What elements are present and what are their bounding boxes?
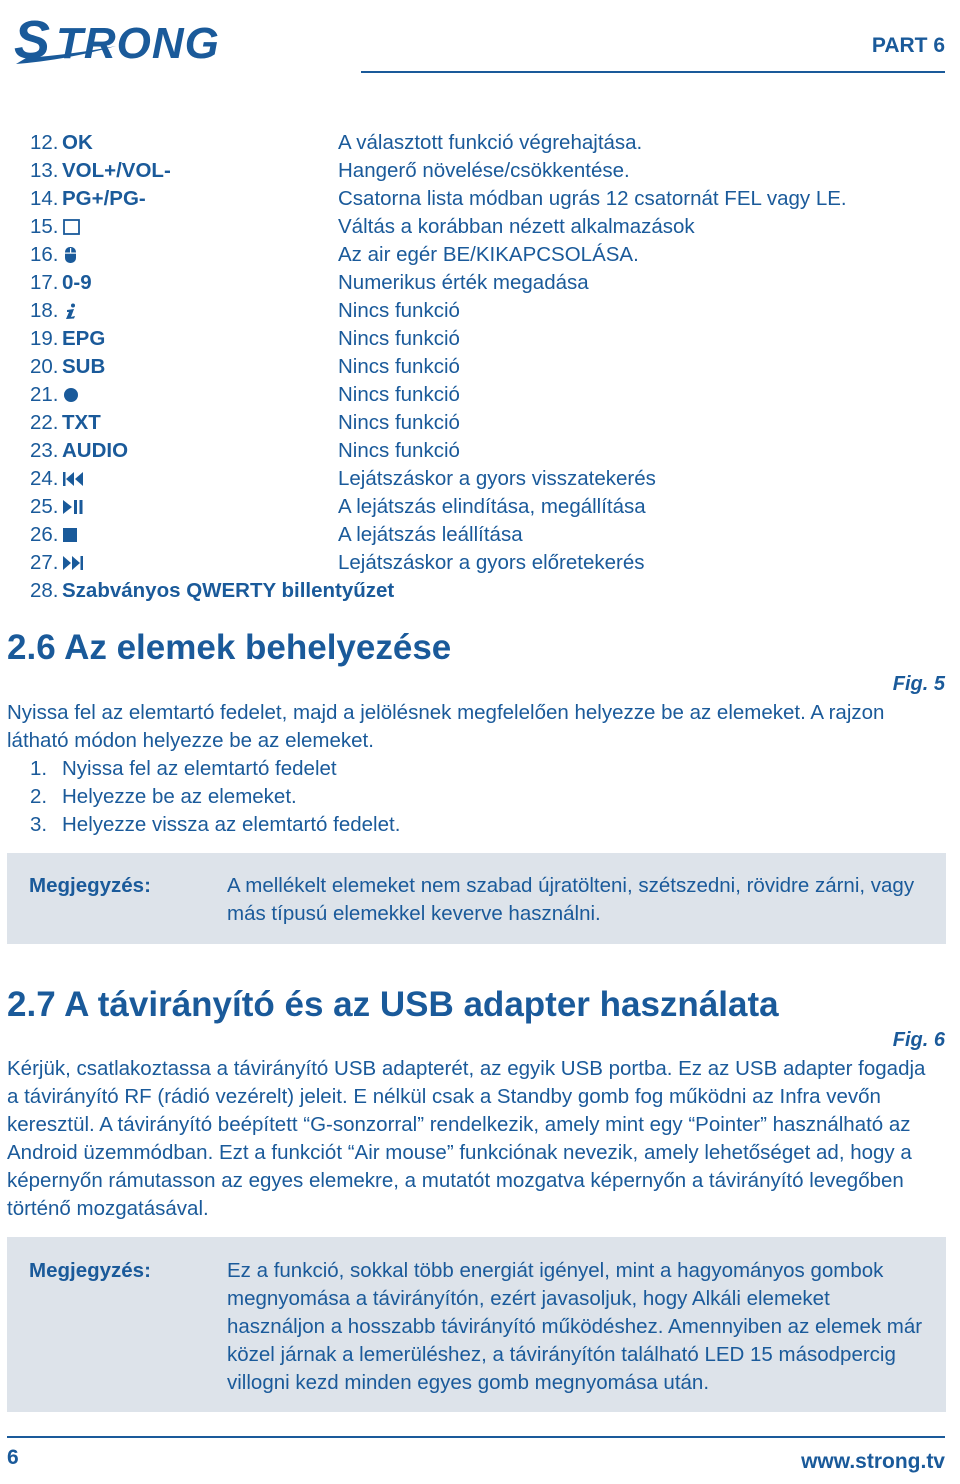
svg-text:TRONG: TRONG — [56, 19, 220, 68]
fast-forward-icon — [62, 555, 84, 571]
fast-rewind-icon — [62, 471, 84, 487]
footer-divider — [7, 1436, 945, 1438]
note-text: Ez a funkció, sokkal több energiát igényel, mint a hagyományos gombok megnyomása a távirányítón, ezért javasoljuk, hogy Alkáli elemeket használjon a hosszabb távirányító működéshez. Amennyiben az elemek már közel járnak a lemerüléshez, a távirányítón található LED 15 másodpercig villogni kezd minden egyes gomb megnyomása után. — [227, 1259, 923, 1394]
note-label: Megjegyzés: — [29, 874, 151, 897]
note-text: A mellékelt elemeket nem szabad újratölteni, szétszedni, rövidre zárni, vagy más típusú elemekkel keverve használni. — [227, 874, 915, 925]
note-box-battery — [7, 853, 946, 944]
key-row — [30, 465, 930, 493]
key-row — [30, 213, 930, 241]
key-number: 28. — [30, 579, 59, 602]
strong-logo — [6, 8, 308, 68]
key-number: 18. — [30, 299, 59, 322]
usb-adapter-instructions: Kérjük, csatlakoztassa a távirányító USB adapterét, az egyik USB portba. Ez az USB adapter fogadja a távirányító RF (rádió vezérelt) jeleit. E nélkül csak a Standby gomb fog működni az Infra vevőn keresztül. A távirányító beépített “G-sonzorral” rendelkezik, amely mint egy “Pointer” használható az Android üzemmódban. Ezt a funkciót “Air mouse” funkciónak nevezik, amely lehetőséget ad, hogy a képernyőn rámutasson az egyes elemekre, a mutatót mozgatva képernyőn a távirányító levegőben történő mozgatásával. — [7, 1057, 926, 1220]
key-name: TXT — [62, 411, 101, 434]
key-row — [30, 437, 930, 465]
key-description: Nincs funkció — [338, 299, 460, 322]
key-description: A lejátszás elindítása, megállítása — [338, 495, 646, 518]
square-outline-icon — [62, 219, 84, 235]
key-name: EPG — [62, 327, 106, 350]
key-name: AUDIO — [62, 439, 129, 462]
key-description: Numerikus érték megadása — [338, 271, 589, 294]
key-name: SUB — [62, 355, 106, 378]
key-number: 17. — [30, 271, 59, 294]
key-name: OK — [62, 131, 93, 154]
key-number: 25. — [30, 495, 59, 518]
key-number: 15. — [30, 215, 59, 238]
key-number: 22. — [30, 411, 59, 434]
record-dot-icon — [62, 387, 84, 403]
page-number: 6 — [7, 1446, 19, 1469]
play-pause-icon — [62, 499, 84, 515]
section-heading-2-6: 2.6 Az elemek behelyezése — [7, 628, 452, 667]
key-number: 24. — [30, 467, 59, 490]
section-heading-2-7: 2.7 A távirányító és az USB adapter használata — [7, 985, 779, 1024]
stop-icon — [62, 527, 84, 543]
key-row — [30, 493, 930, 521]
key-row — [30, 521, 930, 549]
info-icon — [62, 303, 84, 319]
figure-ref-5: Fig. 5 — [892, 673, 945, 695]
key-row — [30, 577, 930, 605]
key-description: A választott funkció végrehajtása. — [338, 131, 643, 154]
key-number: 19. — [30, 327, 59, 350]
key-number: 21. — [30, 383, 59, 406]
key-row — [30, 381, 930, 409]
key-description: Nincs funkció — [338, 411, 460, 434]
key-row — [30, 353, 930, 381]
key-name: PG+/PG- — [62, 187, 146, 210]
note-box-air-mouse — [7, 1237, 946, 1412]
key-row — [30, 157, 930, 185]
key-row — [30, 185, 930, 213]
key-row — [30, 241, 930, 269]
header-divider — [361, 71, 945, 73]
svg-text:S: S — [14, 10, 50, 68]
key-description: Nincs funkció — [338, 327, 460, 350]
key-number: 23. — [30, 439, 59, 462]
key-description: A lejátszás leállítása — [338, 523, 523, 546]
key-row — [30, 325, 930, 353]
key-description: Nincs funkció — [338, 355, 460, 378]
key-function-list — [30, 129, 930, 605]
key-row — [30, 549, 930, 577]
note-label: Megjegyzés: — [29, 1259, 151, 1282]
key-row — [30, 297, 930, 325]
part-label: PART 6 — [871, 34, 945, 57]
website-link[interactable]: www.strong.tv — [801, 1450, 945, 1473]
key-row — [30, 269, 930, 297]
key-description: Az air egér BE/KIKAPCSOLÁSA. — [338, 243, 639, 266]
key-number: 13. — [30, 159, 59, 182]
key-description: Nincs funkció — [338, 439, 460, 462]
key-number: 26. — [30, 523, 59, 546]
key-description: Lejátszáskor a gyors visszatekerés — [338, 467, 656, 490]
key-name: Szabványos QWERTY billentyűzet — [62, 579, 395, 602]
key-number: 16. — [30, 243, 59, 266]
key-description: Lejátszáskor a gyors előretekerés — [338, 551, 645, 574]
key-row — [30, 129, 930, 157]
key-name: VOL+/VOL- — [62, 159, 171, 182]
key-row — [30, 409, 930, 437]
key-name: 0-9 — [62, 271, 92, 294]
key-number: 12. — [30, 131, 59, 154]
key-number: 20. — [30, 355, 59, 378]
figure-ref-6: Fig. 6 — [892, 1029, 945, 1051]
key-description: Váltás a korábban nézett alkalmazások — [338, 215, 695, 238]
key-description: Nincs funkció — [338, 383, 460, 406]
key-number: 27. — [30, 551, 59, 574]
key-description: Csatorna lista módban ugrás 12 csatornát FEL vagy LE. — [338, 187, 847, 210]
key-number: 14. — [30, 187, 59, 210]
key-description: Hangerő növelése/csökkentése. — [338, 159, 630, 182]
battery-instructions: Nyissa fel az elemtartó fedelet, majd a jelölésnek megfelelően helyezze be az elemeket. A rajzon látható módon helyezze be az elemeket. — [7, 701, 885, 752]
mouse-icon — [62, 247, 84, 263]
